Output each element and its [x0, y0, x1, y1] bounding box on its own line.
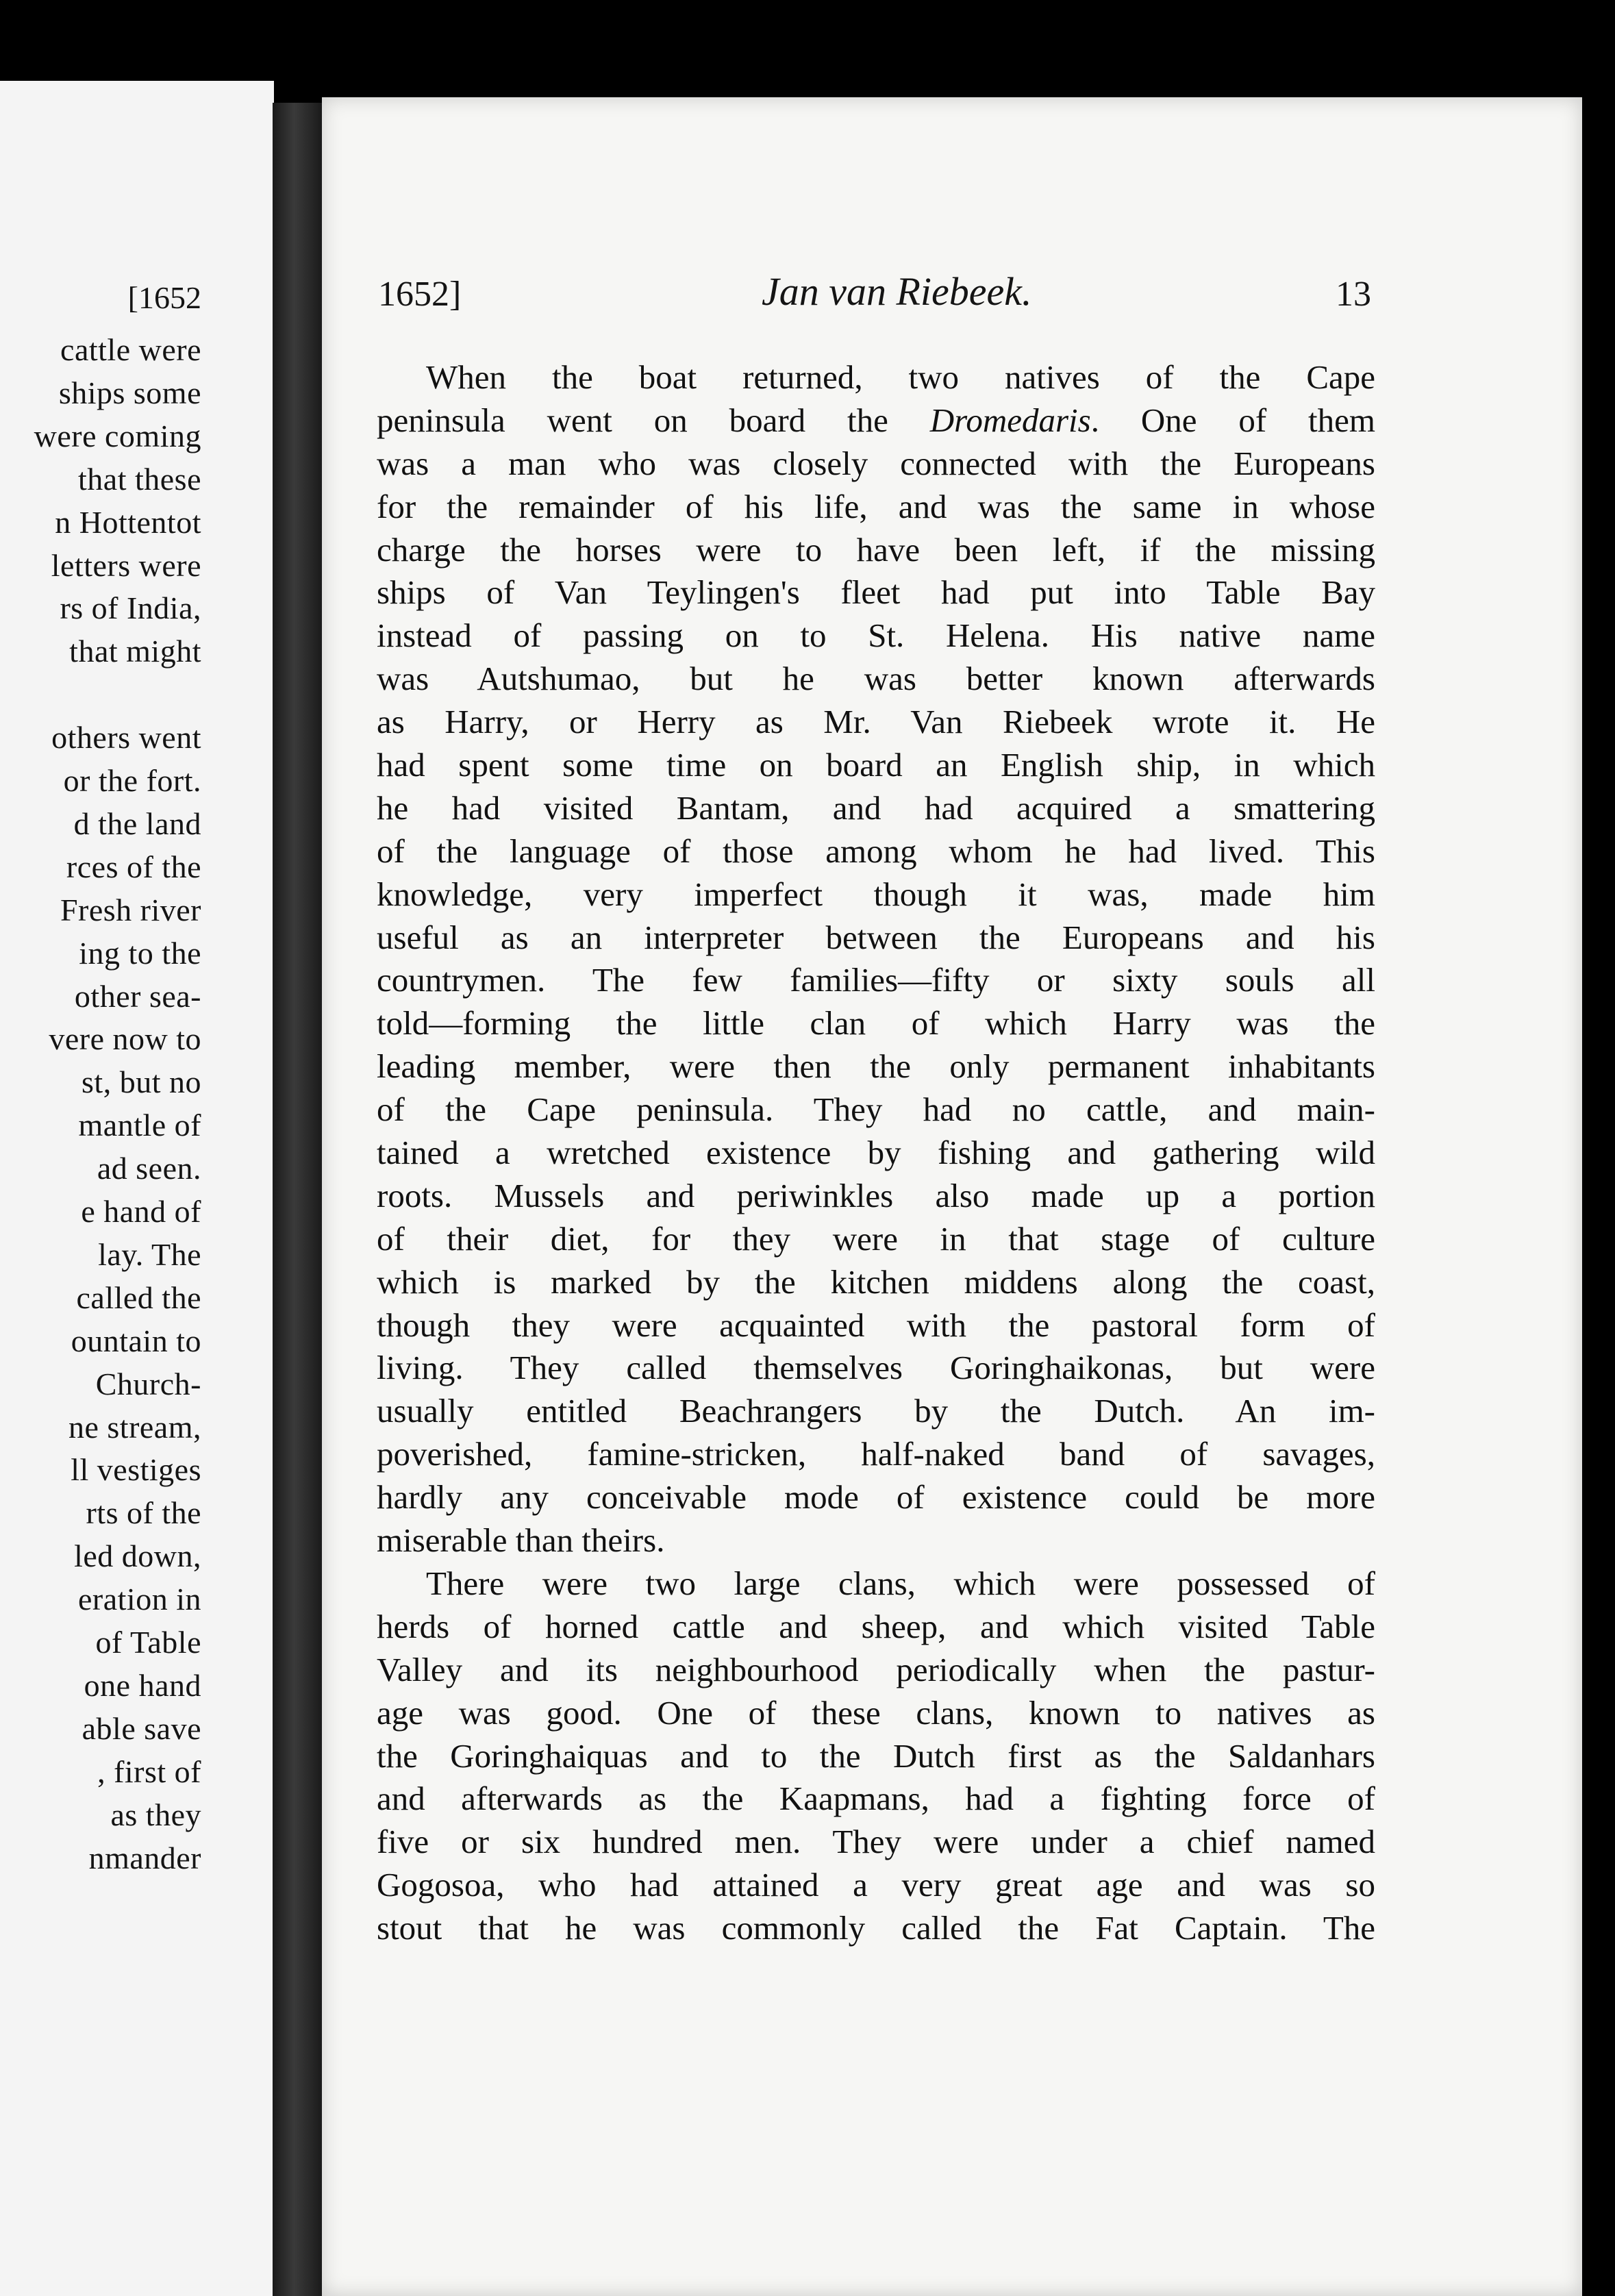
text-line: age was good. One of these clans, known to natives as [377, 1693, 1375, 1732]
previous-page-text-line: of Table [95, 1625, 201, 1660]
previous-page-text-line: able save [82, 1710, 201, 1746]
previous-page-text-line: letters were [51, 547, 201, 583]
previous-page-text-line: nmander [88, 1840, 201, 1875]
text-line: charge the horses were to have been left, if the missing [377, 530, 1375, 569]
text-line: Gogosoa, who had attained a very great age and was so [377, 1866, 1375, 1904]
previous-page-text-line: ne stream, [68, 1409, 201, 1445]
previous-page-text-line: rts of the [86, 1495, 201, 1531]
paragraph-2 [377, 1562, 1375, 1950]
previous-page-text-line: e hand of [81, 1194, 201, 1229]
text-line: countrymen. The few families—fifty or sixty souls all [377, 961, 1375, 999]
previous-page-text-line: rs of India, [60, 590, 201, 626]
text-line: of the language of those among whom he had lived. This [377, 832, 1375, 870]
text-line: roots. Mussels and periwinkles also made up a portion [377, 1176, 1375, 1214]
text-line: though they were acquainted with the pastoral form of [377, 1306, 1375, 1344]
text-line: of the Cape peninsula. They had no cattle, and main- [377, 1090, 1375, 1129]
ship-name: Dromedaris [929, 401, 1091, 439]
previous-page-text-line: ll vestiges [71, 1452, 201, 1488]
previous-page-text-line: vere now to [49, 1021, 201, 1057]
text-line: was a man who was closely connected with the Europeans [377, 444, 1375, 482]
paragraph-1 [377, 356, 1375, 1562]
previous-page-text-line: were coming [34, 418, 201, 453]
text-line: he had visited Bantam, and had acquired a smattering [377, 788, 1375, 827]
text-line: poverished, famine-stricken, half-naked band of savages, [377, 1435, 1375, 1473]
previous-page-text-line: other sea- [74, 978, 201, 1014]
text-line: useful as an interpreter between the Europeans and his [377, 918, 1375, 956]
previous-page-text-line: ing to the [79, 935, 201, 971]
text-line: hardly any conceivable mode of existence could be more [377, 1478, 1375, 1517]
text-line: usually entitled Beachrangers by the Dutch. An im- [377, 1392, 1375, 1430]
text-line: ships of Van Teylingen's fleet had put into Table Bay [377, 573, 1375, 612]
previous-page-text-line: ships some [58, 375, 201, 410]
text-line [377, 399, 1375, 442]
previous-page-text-line: n Hottentot [55, 504, 201, 540]
text-line: Valley and its neighbourhood periodically when the pastur- [377, 1650, 1375, 1688]
text-line: was Autshumao, but he was better known afterwards [377, 660, 1375, 698]
page-number: 13 [1336, 275, 1371, 314]
previous-page-running-head: [1652 [127, 280, 201, 315]
text-line-end: . One of them [1090, 401, 1375, 439]
text-line: as Harry, or Herry as Mr. Van Riebeek wrote it. He [377, 703, 1375, 741]
text-line: knowledge, very imperfect though it was, made him [377, 875, 1375, 913]
previous-page-text-line: Church- [95, 1366, 201, 1401]
running-head [378, 269, 1371, 329]
previous-page-text-line: mantle of [78, 1108, 201, 1143]
previous-page-text-line: d the land [73, 806, 201, 841]
previous-page-text-line: Fresh river [60, 892, 201, 927]
running-head-year: 1652] [378, 275, 462, 314]
previous-page-text-line: rces of the [66, 849, 201, 884]
text-line: which is marked by the kitchen middens along the coast, [377, 1262, 1375, 1301]
text-line: the Goringhaiquas and to the Dutch first as the Saldanhars [377, 1736, 1375, 1775]
text-line: leading member, were then the only permanent inhabitants [377, 1047, 1375, 1086]
body-text [377, 356, 1375, 1950]
text-line: herds of horned cattle and sheep, and which visited Table [377, 1607, 1375, 1645]
text-line: of their diet, for they were in that stage of culture [377, 1219, 1375, 1258]
text-line: stout that he was commonly called the Fat Captain. The [377, 1909, 1375, 1947]
previous-page-text-line: that might [69, 634, 201, 669]
previous-page-text-line: or the fort. [63, 763, 201, 798]
text-line: for the remainder of his life, and was the same in whose [377, 487, 1375, 525]
text-line: miserable than theirs. [377, 1521, 665, 1560]
previous-page-text-line: eration in [78, 1582, 201, 1617]
text-line: living. They called themselves Goringhaikonas, but were [377, 1349, 1375, 1387]
current-page [322, 97, 1582, 2296]
text-line: instead of passing on to St. Helena. His native name [377, 616, 1375, 655]
previous-page-text-line: , first of [97, 1754, 201, 1789]
previous-page-text-line: called the [76, 1280, 201, 1315]
previous-page-text-line: one hand [84, 1667, 201, 1703]
previous-page-fragment [0, 81, 274, 2296]
previous-page-text-line: led down, [74, 1538, 201, 1574]
text-line: When the boat returned, two natives of the Cape [426, 358, 1375, 396]
previous-page-text-line: st, but no [82, 1064, 201, 1100]
text-line: told—forming the little clan of which Harry was the [377, 1004, 1375, 1043]
previous-page-text-line: as they [110, 1797, 201, 1832]
text-line: and afterwards as the Kaapmans, had a fighting force of [377, 1780, 1375, 1818]
previous-page-text-line: cattle were [60, 332, 201, 367]
previous-page-text-line: ad seen. [97, 1151, 201, 1186]
previous-page-text-line: others went [51, 720, 201, 756]
previous-page-text-line: ountain to [71, 1323, 201, 1358]
text-line: had spent some time on board an English ship, in which [377, 746, 1375, 784]
text-line: tained a wretched existence by fishing and gathering wild [377, 1134, 1375, 1172]
previous-page-text-line: that these [78, 461, 201, 497]
previous-page-text-line: lay. The [98, 1236, 201, 1272]
running-head-title: Jan van Riebeek. [762, 269, 1032, 314]
text-line: five or six hundred men. They were under a chief named [377, 1823, 1375, 1861]
text-line-start: peninsula went on board the [377, 401, 930, 439]
text-line: There were two large clans, which were possessed of [426, 1564, 1375, 1602]
